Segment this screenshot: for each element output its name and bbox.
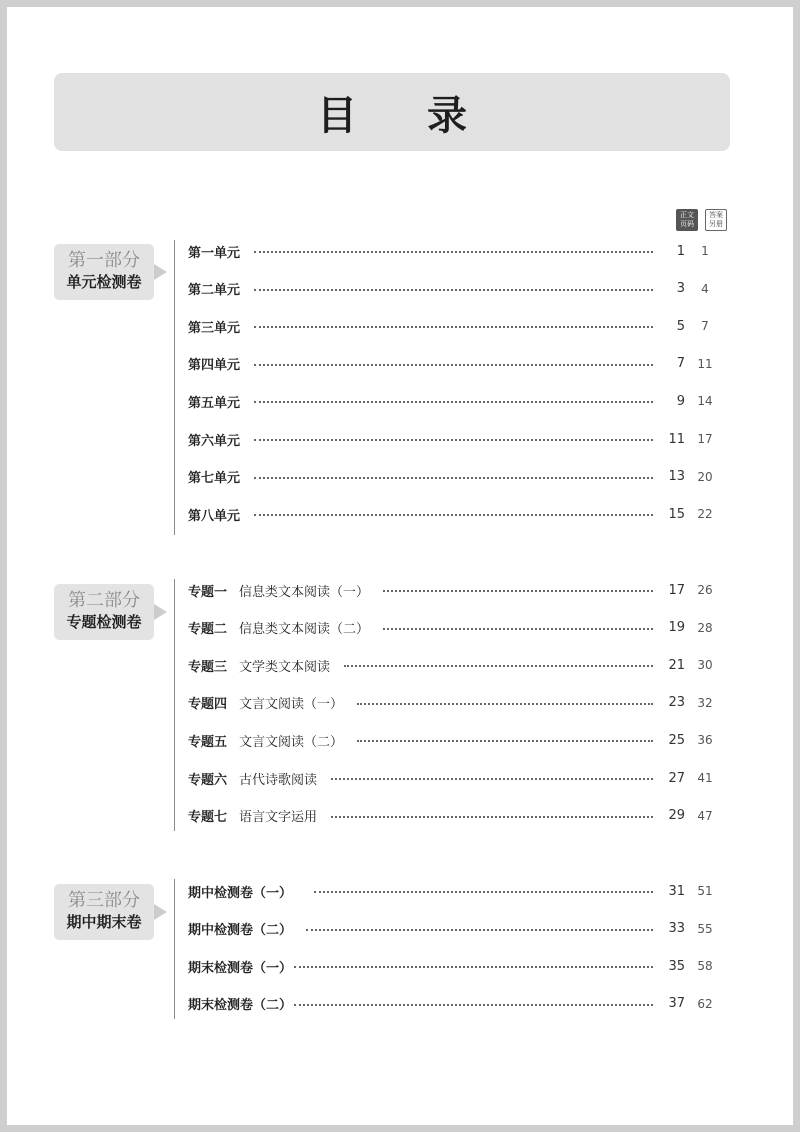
toc-entry xyxy=(188,429,725,449)
toc-page-number: 3 xyxy=(676,281,685,297)
toc-page-number: 25 xyxy=(668,732,685,748)
toc-answer-page: 26 xyxy=(697,583,713,597)
toc-entry xyxy=(188,881,725,901)
dot-leader xyxy=(306,929,653,931)
toc-entry xyxy=(188,693,725,713)
toc-answer-page: 32 xyxy=(697,695,713,710)
toc-page-number: 21 xyxy=(668,657,685,673)
toc-entry xyxy=(188,730,725,750)
toc-answer-page: 51 xyxy=(697,884,713,898)
toc-topic-number: 专题五 xyxy=(188,734,228,750)
dot-leader xyxy=(383,590,653,592)
toc-entry-title: 期末检测卷（二） xyxy=(188,998,293,1014)
toc-entry-title xyxy=(188,693,343,712)
dot-leader xyxy=(294,1004,653,1006)
toc-entry-title: 期中检测卷（一） xyxy=(188,885,293,901)
toc-answer-page: 4 xyxy=(701,281,709,296)
toc-answer-page: 62 xyxy=(697,996,713,1011)
section-part-desc: 专题检测卷 xyxy=(66,613,142,631)
section-label-part-1 xyxy=(54,244,154,300)
dot-leader xyxy=(314,891,653,893)
toc-entry-title: 第八单元 xyxy=(188,508,241,524)
section-label-part-3 xyxy=(54,884,154,940)
toc-entry-title: 第三单元 xyxy=(188,320,241,336)
toc-entry-title: 第七单元 xyxy=(188,471,241,487)
toc-answer-page: 55 xyxy=(697,921,713,936)
toc-entry xyxy=(188,919,725,939)
toc-entry xyxy=(188,354,725,374)
page xyxy=(7,7,793,1125)
toc-entry xyxy=(188,618,725,638)
toc-page-number: 19 xyxy=(668,620,685,636)
toc-topic-title: 信息类文本阅读（二） xyxy=(239,622,370,638)
toc-entry xyxy=(188,806,725,826)
toc-topic-title: 古代诗歌阅读 xyxy=(239,772,318,788)
toc-entry-title: 期末检测卷（一） xyxy=(188,960,293,976)
toc-page-number: 23 xyxy=(668,695,685,711)
toc-entry xyxy=(188,768,725,788)
section-divider-line xyxy=(174,879,175,1019)
toc-topic-number: 专题六 xyxy=(188,772,228,788)
toc-entry xyxy=(188,956,725,976)
toc-topic-title: 文言文阅读（二） xyxy=(239,734,344,750)
toc-entry xyxy=(188,316,725,336)
toc-page-number: 7 xyxy=(676,356,685,372)
toc-entry xyxy=(188,504,725,524)
section-label-part-2 xyxy=(54,584,154,640)
dot-leader xyxy=(254,251,653,253)
toc-topic-number: 专题七 xyxy=(188,810,228,826)
toc-topic-number: 专题一 xyxy=(188,584,228,600)
toc-answer-page: 36 xyxy=(697,733,713,748)
dot-leader xyxy=(254,401,653,403)
toc-entry xyxy=(188,467,725,487)
dot-leader xyxy=(357,740,653,742)
toc-entry xyxy=(188,391,725,411)
toc-topic-number: 专题二 xyxy=(188,622,228,638)
toc-topic-title: 语言文字运用 xyxy=(239,810,318,826)
toc-entry-title: 第四单元 xyxy=(188,358,241,374)
toc-page-number: 29 xyxy=(668,808,685,824)
section-part-name: 第一部分 xyxy=(68,250,140,271)
toc-page-number: 17 xyxy=(668,582,685,598)
section-part-name: 第三部分 xyxy=(68,890,140,911)
toc-page-number: 11 xyxy=(668,431,685,447)
page-title: 目 录 xyxy=(317,92,495,139)
toc-answer-page: 41 xyxy=(697,771,713,785)
toc-topic-number: 专题四 xyxy=(188,697,228,713)
dot-leader xyxy=(344,665,653,667)
toc-answer-page: 1 xyxy=(701,244,709,258)
dot-leader xyxy=(254,364,653,366)
toc-entry-title xyxy=(188,731,343,750)
toc-answer-page: 22 xyxy=(697,507,713,522)
toc-entry xyxy=(188,994,725,1014)
section-divider-line xyxy=(174,579,175,831)
dot-leader xyxy=(357,703,653,705)
toc-entry-title: 期中检测卷（二） xyxy=(188,923,293,939)
toc-entry xyxy=(188,279,725,299)
dot-leader xyxy=(294,966,653,968)
toc-entry-title xyxy=(188,656,330,675)
toc-page-number: 37 xyxy=(668,996,685,1012)
dot-leader xyxy=(254,439,653,441)
toc-entry-title xyxy=(188,769,317,788)
section-divider-line xyxy=(174,240,175,535)
toc-topic-title: 信息类文本阅读（一） xyxy=(239,584,370,600)
toc-answer-page: 47 xyxy=(697,808,713,823)
dot-leader xyxy=(383,628,653,630)
dot-leader xyxy=(331,816,653,818)
toc-page-number: 1 xyxy=(676,243,685,259)
toc-page-number: 33 xyxy=(668,921,685,937)
toc-answer-page: 58 xyxy=(697,959,713,974)
toc-page-number: 13 xyxy=(668,469,685,485)
toc-answer-page: 20 xyxy=(697,469,713,484)
answer-column-tag: 答案另册 xyxy=(705,209,727,231)
toc-answer-page: 7 xyxy=(701,319,709,334)
toc-page-number: 9 xyxy=(676,393,685,409)
toc-entry-title: 第二单元 xyxy=(188,283,241,299)
toc-topic-title: 文言文阅读（一） xyxy=(239,697,344,713)
toc-page-number: 15 xyxy=(668,506,685,522)
toc-answer-page: 30 xyxy=(697,658,713,673)
toc-entry-title xyxy=(188,581,369,600)
dot-leader xyxy=(254,326,653,328)
toc-topic-number: 专题三 xyxy=(188,659,228,675)
dot-leader xyxy=(254,477,653,479)
title-banner xyxy=(54,73,730,151)
toc-page-number: 27 xyxy=(668,770,685,786)
toc-entry-title xyxy=(188,806,317,825)
toc-answer-page: 28 xyxy=(697,620,713,635)
main-page-column-tag: 正文页码 xyxy=(676,209,698,231)
toc-page-number: 5 xyxy=(676,318,685,334)
toc-answer-page: 14 xyxy=(697,394,713,409)
dot-leader xyxy=(254,289,653,291)
toc-page-number: 35 xyxy=(668,958,685,974)
section-part-name: 第二部分 xyxy=(68,590,140,611)
toc-entry-title: 第五单元 xyxy=(188,395,241,411)
section-part-desc: 期中期末卷 xyxy=(66,913,142,931)
toc-entry-title: 第六单元 xyxy=(188,433,241,449)
toc-entry xyxy=(188,580,725,600)
toc-entry-title xyxy=(188,618,369,637)
toc-page-number: 31 xyxy=(668,883,685,899)
toc-answer-page: 17 xyxy=(697,432,713,446)
section-part-desc: 单元检测卷 xyxy=(66,273,142,291)
dot-leader xyxy=(254,514,653,516)
toc-answer-page: 11 xyxy=(697,356,713,371)
dot-leader xyxy=(331,778,653,780)
toc-entry xyxy=(188,655,725,675)
toc-entry xyxy=(188,241,725,261)
toc-entry-title: 第一单元 xyxy=(188,245,241,261)
toc-topic-title: 文学类文本阅读 xyxy=(239,659,331,675)
